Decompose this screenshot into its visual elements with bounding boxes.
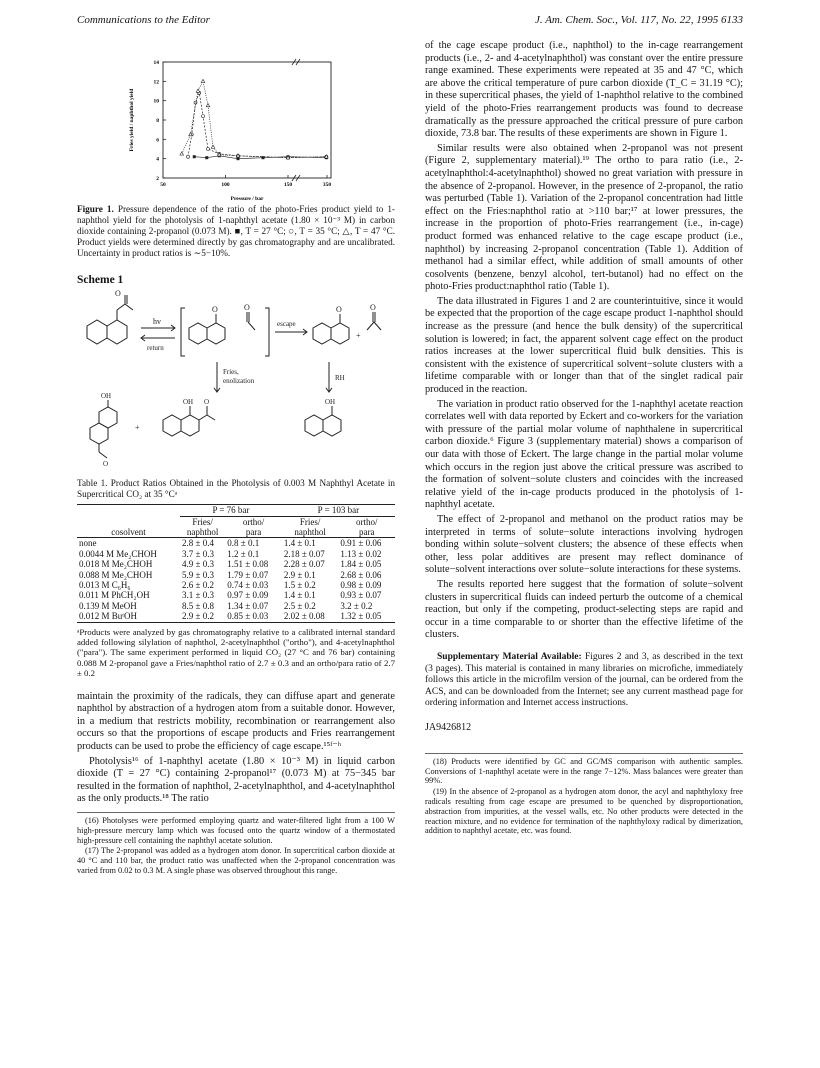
y-tick-label: 6: [156, 137, 159, 144]
ortho-oh-label: OH: [183, 398, 194, 406]
data-point-square: [193, 155, 196, 158]
cell-fries-103: 2.18 ± 0.07: [283, 548, 325, 559]
x-axis-label: Pressure / bar: [230, 196, 264, 202]
cell-fries-103: 1.4 ± 0.1: [283, 538, 316, 549]
col-ortho-2b: para: [358, 527, 375, 537]
right-column: [425, 40, 743, 837]
col-fries-1b: naphthol: [186, 527, 219, 537]
cell-fries-76: 4.9 ± 0.3: [182, 559, 214, 570]
rh-label: RH: [335, 374, 345, 382]
naphthol-oh-label: OH: [325, 398, 336, 406]
hv-label: hv: [153, 317, 161, 326]
cell-fries-76: 2.9 ± 0.2: [182, 611, 214, 622]
cell-fries-103: 1.5 ± 0.2: [283, 580, 316, 591]
data-point-square: [237, 157, 240, 160]
escaped-naphthyloxy-structure: [313, 314, 349, 344]
data-point-square: [205, 156, 208, 159]
x-tick-label: 350: [322, 182, 332, 188]
y-tick-label: 14: [153, 60, 159, 66]
footnote-17: (17) The 2-propanol was added as a hydrogen atom donor. In supercritical carbon dioxide at 40 °C and 110 bar, the product ratio was unaffected when the 2-propanol concentration was varied from 0.02 to 0.3 M. A single phase was observed throughout this range.: [77, 846, 395, 876]
right-paragraph-2: Similar results were also obtained when 2-propanol was not present (Figure 2, supplementary material).¹⁹ The ortho to para ratio (i.e., 2-acetylnaphthol:4-acetylnaphthol) showed no great variation with pressure in the absence of 2-propanol. However, in the presence of 2-propanol, the ratio was perturbed (Table 1). Variation of the 2-propanol concentration had little effect on the Fries:naphthol ratio at >110 bar;¹⁷ at lower pressures, the increase in the proportion of photo-Fries rearrangement (i.e., in-cage) product formed was enhanced relative to the cage escape product (i.e., naphthol) by increasing 2-propanol concentration (Table 1). Addition of methanol had a similar effect, while addition of small amounts of other cosolvents (benzene, benzyl alcohol, tert-butanol) had no effect on the photo-Fries product:naphthol ratio (Table 1).: [425, 142, 743, 293]
x-tick-label: 100: [221, 182, 230, 188]
left-paragraph-1: maintain the proximity of the radicals, they can diffuse apart and generate naphthol by abstraction of a hydrogen atom from a suitable donor. However, in a medium that restricts mobility, recombination or rearrangement also occurs so that the proportions of escape products and Fries rearrangement products can be used to probe the efficiency of cage escape.¹⁵ᶠ⁻ʰ: [77, 690, 395, 753]
running-header-left: Communications to the Editor: [77, 14, 210, 26]
figure-1-chart: [77, 40, 395, 202]
table-row: [77, 590, 395, 600]
cell-ortho-76: 0.74 ± 0.03: [227, 580, 269, 591]
col-ortho-1a: ortho/: [242, 516, 265, 527]
cell-fries-103: 2.9 ± 0.1: [283, 569, 316, 580]
cell-ortho-103: 3.2 ± 0.2: [340, 600, 373, 611]
footnote-18: (18) Products were identified by GC and GC/MS comparison with authentic samples. Conversions of 1-naphthyl acetate were in the range 7−12%. Mass balances were greater than 99%.: [425, 756, 743, 786]
cell-ortho-76: 1.2 ± 0.1: [227, 548, 260, 559]
scheme-plus-top: +: [356, 331, 361, 340]
plot-frame: [163, 62, 331, 178]
data-point-circle: [194, 101, 197, 104]
ortho-o-label: O: [204, 398, 210, 406]
cell-ortho-76: 1.51 ± 0.08: [227, 559, 269, 570]
table-row: [77, 580, 395, 590]
data-point-circle: [202, 115, 205, 118]
data-point-triangle: [211, 145, 215, 148]
cell-fries-76: 3.1 ± 0.3: [182, 590, 214, 601]
table-1: [77, 504, 395, 622]
scheme-1-drawing: [77, 290, 395, 470]
figure-1: [77, 40, 395, 259]
cell-cosolvent: 0.013 M C₆H₆: [79, 580, 131, 591]
left-paragraph-2: Photolysis¹⁶ of 1-naphthyl acetate (1.80 × 10⁻³ M) in liquid carbon dioxide (T = 27 °C) containing 2-propanol¹⁷ (0.073 M) at 75−345 bar resulted in the formation of naphthol, 2-acetylnaphthol, and 4-acetylnaphthol as the only products.¹⁸ The ratio: [77, 755, 395, 805]
table-group-103bar: P = 103 bar: [282, 505, 395, 516]
cell-fries-76: 5.9 ± 0.3: [182, 569, 214, 580]
cage-bracket-right: [265, 308, 269, 356]
cell-cosolvent: 0.018 M Me₂CHOH: [79, 559, 153, 570]
right-paragraph-3: The data illustrated in Figures 1 and 2 are counterintuitive, since it would be expected that the proportion of the cage escape product 1-naphthol should increase as the pressure (and hence the bulk density) of the supercritical solution is lowered; in fact, the apparent solvent cage effect on the product ratios increases at the lower supercritical fluid bulk densities. This is consistent with the existence of supercritical solvent−solute clusters with a lifetime comparable with or longer than that of the singlet radical pair produced in the reaction.: [425, 295, 743, 396]
right-footnotes: [425, 753, 743, 836]
table-1-footnote: ᵃProducts were analyzed by gas chromatography relative to a calibrated internal standard added following silylation of naphthol, 2-acetylnaphthol ("ortho"), and 4-acetylnaphthol ("para"). The same experiment performed in liquid CO₂ (27 °C and 76 bar) containing 0.088 M 2-propanol gave a Fries/naphthol ratio of 2.7 ± 0.3 and an ortho/para ratio of 2.7 ± 0.2: [77, 626, 395, 679]
scheme-plus-bottom: +: [135, 423, 140, 432]
supplementary-label: Supplementary Material Available:: [437, 651, 582, 662]
data-point-triangle: [180, 152, 184, 155]
y-tick-label: 8: [156, 118, 159, 124]
cell-ortho-76: 1.79 ± 0.07: [227, 569, 269, 580]
cell-ortho-76: 0.8 ± 0.1: [227, 538, 260, 549]
col-ortho-1b: para: [245, 527, 262, 537]
x-tick-label: 150: [283, 182, 293, 188]
para-acetylnaphthol-structure: [90, 400, 117, 458]
naphthyloxy-radical-structure: [189, 314, 225, 344]
y-tick-label: 4: [156, 156, 159, 163]
cell-ortho-103: 0.91 ± 0.06: [340, 538, 382, 549]
supplementary-material: [425, 652, 743, 710]
right-paragraph-1: of the cage escape product (i.e., naphthol) to the in-cage rearrangement products (i.e., 2- and 4-acetylnaphthol) was constant over the entire pressure range examined. These experiments were repeated at 35 and 47 °C, which are above the critical temperature of pure carbon dioxide (T_C = 31.19 °C); in these supercritical phases, the yield of 1-naphthol relative to the combined yield of the photo-Fries rearrangement products was found to decrease dramatically as the pressure approached the critical pressure of pure carbon dioxide, 73.8 bar. The results of these experiments are shown in Figure 1.: [425, 40, 743, 140]
table-row: [77, 549, 395, 559]
return-label: return: [147, 344, 164, 352]
naphthol-structure: [305, 406, 341, 436]
right-paragraph-5: The effect of 2-propanol and methanol on the product ratios may be interpreted in terms of solute−solute interactions involving hydrogen bonding within solute−solvent clusters; the absence of these effects when other, less polar additives are present may reflect dominance of solute−solvent interactions over solute−solute interactions for these systems.: [425, 513, 743, 576]
cell-fries-76: 2.6 ± 0.2: [182, 580, 214, 591]
figure-1-caption: [77, 204, 395, 259]
footnote-19: (19) In the absence of 2-propanol as a hydrogen atom donor, the acyl and naphthyloxy free radicals resulting from cage escape are presumed to be quenched by disproportionation, abstraction from impurities, at the vessel walls, etc. No other products were detected in the reaction mixture, and no evidence for termination of the naphthyloxy radical by dimerization, addition to naphthyl acetate, etc. was found.: [425, 787, 743, 836]
data-point-triangle: [201, 79, 205, 82]
scheme-1-title: Scheme 1: [77, 274, 124, 286]
ortho-acetylnaphthol-structure: [163, 406, 215, 436]
cage-bracket-left: [181, 308, 185, 356]
cell-ortho-103: 1.13 ± 0.02: [340, 548, 382, 559]
y-tick-label: 12: [153, 79, 159, 86]
escaped-acyl-structure: [367, 312, 381, 330]
x-tick-label: 50: [160, 182, 166, 188]
y-tick-label: 10: [153, 98, 159, 105]
table-row: [77, 601, 395, 611]
table-row: [77, 611, 395, 622]
table-row: [77, 570, 395, 580]
cell-ortho-103: 1.32 ± 0.05: [340, 611, 382, 622]
right-paragraph-6: The results reported here suggest that the formation of solute−solvent clusters in supercritical fluids can indeed perturb the outcome of a chemical reaction, but only if the competing, product-selecting steps are rapid and occur in a time comparable to or shorter than the effective lifetime of the clusters.: [425, 578, 743, 641]
left-body-text: [77, 691, 395, 806]
y-tick-label: 2: [156, 176, 159, 182]
left-column: [77, 40, 395, 877]
cell-fries-103: 2.02 ± 0.08: [283, 611, 325, 622]
cell-fries-103: 2.28 ± 0.07: [283, 559, 325, 570]
cell-cosolvent: 0.012 M BuᵗOH: [79, 611, 137, 622]
table-row: [77, 538, 395, 549]
acyl-o-label: O: [244, 303, 250, 312]
escape-label: escape: [277, 320, 296, 328]
cell-cosolvent: 0.139 M MeOH: [79, 600, 137, 611]
figure-1-label: Figure 1.: [77, 204, 114, 214]
table-row: [77, 559, 395, 569]
data-point-triangle: [206, 104, 210, 107]
axis-break: [292, 59, 300, 181]
naphthyl-acetate-structure: [87, 295, 133, 344]
cell-ortho-76: 0.97 ± 0.09: [227, 590, 269, 601]
data-point-triangle: [196, 89, 200, 92]
escaped-acyl-o-label: O: [370, 303, 376, 312]
col-ortho-2a: ortho/: [355, 516, 378, 527]
table-header-spacer: [77, 516, 180, 527]
table-header-spacer: [77, 505, 180, 516]
col-fries-2b: naphthol: [294, 527, 326, 537]
footnote-16: (16) Photolyses were performed employing quartz and water-filtered light from a 100 W high-pressure mercury lamp which was focused onto the quartz window of a thermostated high-pressure cell containing the naphthyl acetate solution.: [77, 816, 395, 845]
table-group-76bar: P = 76 bar: [180, 505, 282, 516]
cell-fries-76: 8.5 ± 0.8: [182, 600, 214, 611]
cell-ortho-76: 0.85 ± 0.03: [227, 611, 269, 622]
cell-fries-103: 2.5 ± 0.2: [283, 600, 316, 611]
cell-ortho-103: 0.93 ± 0.07: [340, 590, 382, 601]
scheme-1: [77, 290, 395, 470]
y-axis-label: Fries yield / naphthol yield: [129, 88, 135, 152]
fries-label: Fries,: [223, 368, 239, 376]
acyl-radical-structure: [247, 312, 255, 330]
escaped-radical-o-label: O: [336, 305, 342, 314]
cell-fries-76: 3.7 ± 0.3: [182, 548, 214, 559]
cell-fries-103: 1.4 ± 0.1: [283, 590, 316, 601]
figure-1-caption-text: Pressure dependence of the ratio of the photo-Fries product yield to 1-naphthol yield for the photolysis of 1-naphthyl acetate (1.80 × 10⁻³ M) in carbon dioxide containing 2-propanol (0.073 M). ■, T = 27 °C; ○, T = 35 °C; △, T = 47 °C. Product yields were determined directly by gas chromatography and are uncalibrated. Uncertainty in product ratios is ∼5−10%.: [77, 204, 395, 259]
cell-ortho-76: 1.34 ± 0.07: [227, 600, 269, 611]
para-o-label: O: [103, 460, 109, 468]
col-fries-2a: Fries/: [299, 516, 321, 527]
cell-ortho-103: 0.98 ± 0.09: [340, 580, 382, 591]
para-oh-label: OH: [101, 392, 112, 400]
cell-cosolvent: 0.011 M PhCH₂OH: [79, 590, 150, 601]
enolization-label: enolization: [223, 377, 255, 385]
data-point-circle: [187, 155, 190, 158]
data-point-circle: [207, 148, 210, 151]
cell-cosolvent: 0.0044 M Me₂CHOH: [79, 548, 157, 559]
cell-cosolvent: none: [79, 538, 97, 549]
cell-ortho-103: 2.68 ± 0.06: [340, 569, 382, 580]
col-cosolvent: cosolvent: [111, 527, 146, 537]
running-header-right: J. Am. Chem. Soc., Vol. 117, No. 22, 1995 6133: [535, 14, 743, 26]
right-paragraph-4: The variation in product ratio observed for the 1-naphthyl acetate reaction correlates well with data reported by Eckert and co-workers for the variation with pressure of the partial molar volume of naphthalene in supercritical carbon dioxide.⁶ Figure 3 (supplementary material) shows a comparison of our data with those of Eckert. The large change in the partial molar volume which occurs in the region just above the critical pressure was ascribed to the formation of solvent−solute clusters and coincides with the increased relative yield of the in-cage products produced in the photolysis of 1-naphthyl acetate.: [425, 398, 743, 511]
left-footnotes: [77, 812, 395, 876]
radical-o-label: O: [212, 305, 218, 314]
document-id: JA9426812: [425, 721, 472, 733]
table-1-title: Table 1. Product Ratios Obtained in the Photolysis of 0.003 M Naphthyl Acetate in Supercritical CO₂ at 35 °Cᵃ: [77, 478, 395, 500]
cell-fries-76: 2.8 ± 0.4: [182, 538, 214, 549]
cell-ortho-103: 1.84 ± 0.05: [340, 559, 382, 570]
col-fries-1a: Fries/: [192, 516, 213, 527]
reactant-carbonyl-o: O: [115, 290, 121, 298]
supplementary-text: Figures 2 and 3, as described in the text (3 pages). This material is contained in many libraries on microfiche, immediately follows this article in the microfilm version of the journal, can be ordered from the ACS, and can be downloaded from the Internet; see any current masthead page for ordering information and Internet access instructions.: [425, 651, 743, 709]
cell-cosolvent: 0.088 M Me₂CHOH: [79, 569, 153, 580]
